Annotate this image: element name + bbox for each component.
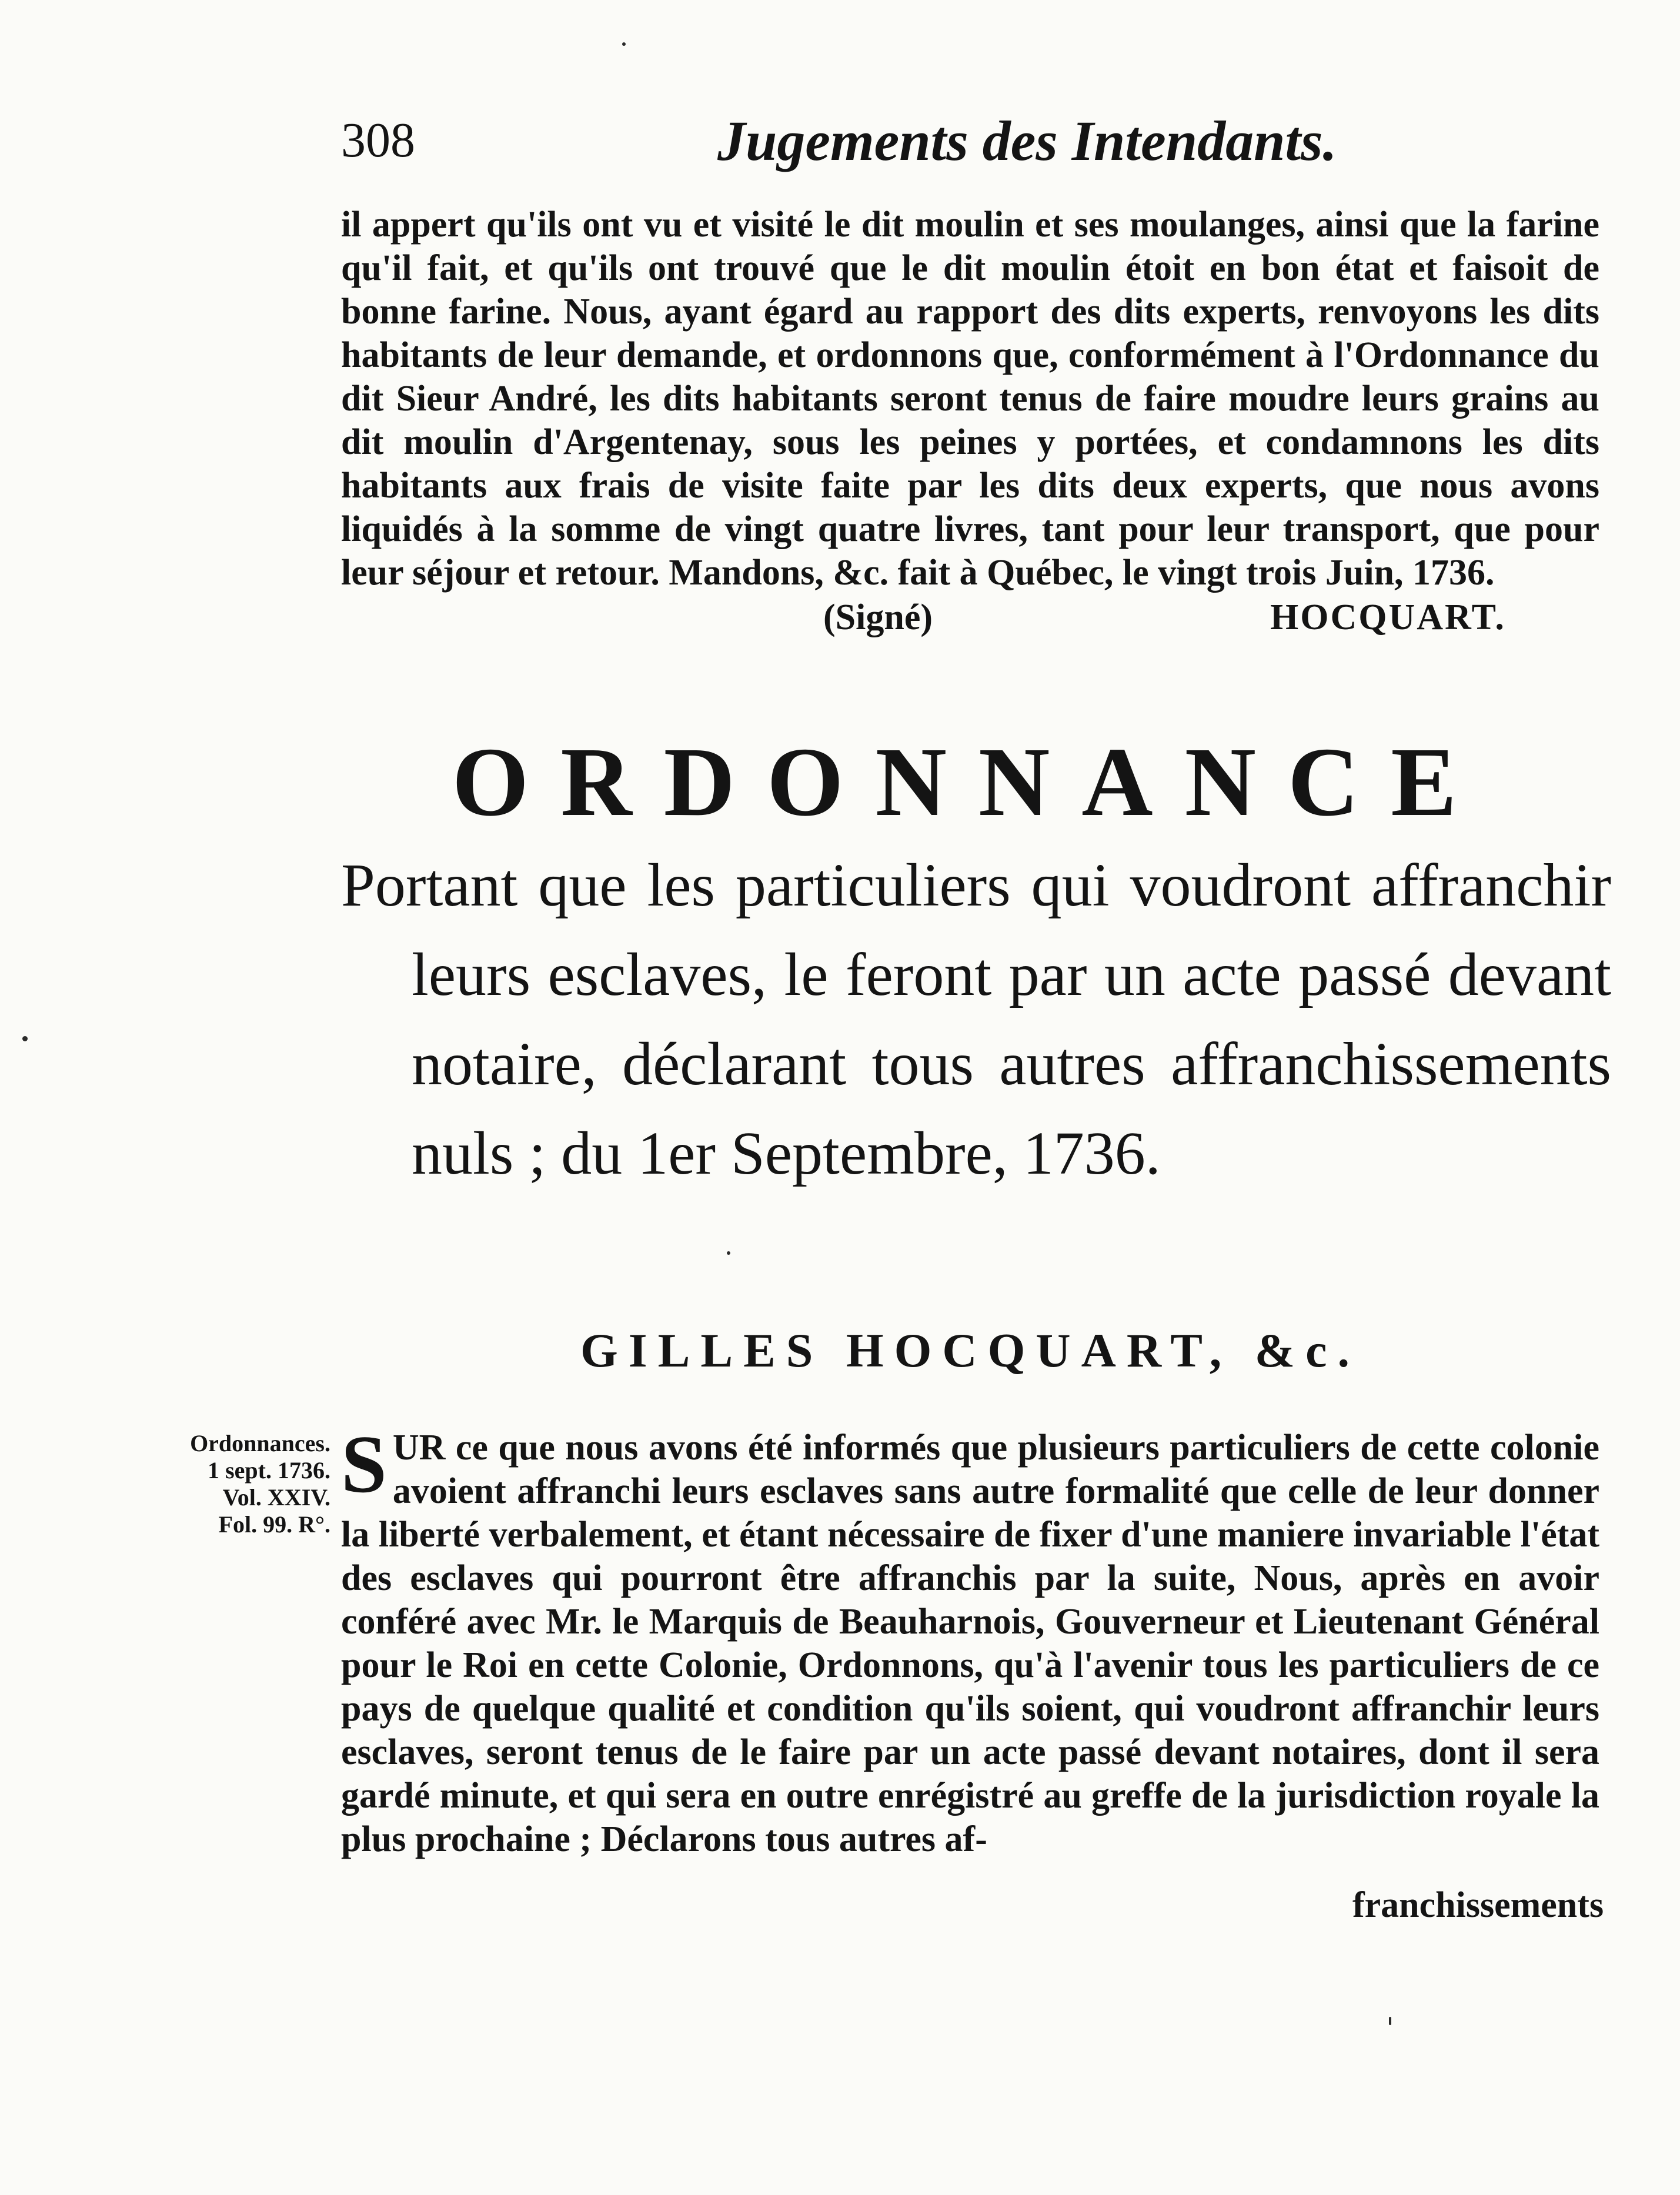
scan-speck — [727, 1251, 730, 1255]
author-heading: GILLES HOCQUART, &c. — [580, 1324, 1361, 1377]
margin-note — [154, 1430, 330, 1538]
previous-judgment-text: il appert qu'ils ont vu et visité le dit moulin et ses moulanges, ainsi que la farine qu'il fait, et qu'ils ont trouvé que le dit moulin étoit en bon état et faisoit de bonne farine. Nous, ayant égard au rapport des dits experts, renvoyons les dits habitants de leur demande, et ordonnons que, conformément à l'Ordonnance du dit Sieur André, les dits habitants seront tenus de faire moudre leurs grains au dit moulin d'Argentenay, sous les peines y portées, et condamnons les dits habitants aux frais de visite faite par les dits deux experts, que nous avons liquidés à la somme de vingt quatre livres, tant pour leur transport, que pour leur séjour et retour. Mandons, &c. fait à Québec, le vingt trois Juin, 1736. — [341, 205, 1599, 593]
ordonnance-title: ORDONNANCE — [452, 727, 1489, 837]
signed-label: (Signé) — [823, 597, 933, 637]
running-head — [341, 109, 1599, 176]
scan-speck — [622, 42, 626, 46]
ordonnance-body — [341, 1419, 1599, 1861]
margin-note-line: Vol. XXIV. — [222, 1484, 330, 1511]
signature-line — [341, 597, 1599, 644]
scan-speck — [1389, 2017, 1391, 2025]
running-title: Jugements des Intendants. — [717, 109, 1337, 172]
ordonnance-body-text: UR ce que nous avons été informés que plusieurs particuliers de cette colonie avoient affranchi leurs esclaves sans autre formalité que celle de leur donner la liberté verbalement, et étant nécessaire de fixer d'une maniere invariable l'état des esclaves qui pourront être affranchis par la suite, Nous, après en avoir conféré avec Mr. le Marquis de Beauharnois, Gouverneur et Lieutenant Général pour le Roi en cette Colonie, Ordonnons, qu'à l'avenir tous les particuliers de ce pays de quelque qualité et condition qu'ils soient, qui voudront affranchir leurs esclaves, seront tenus de le faire par un acte passé devant notaires, dont il sera gardé minute, et qui sera en outre enrégistré au greffe de la jurisdiction royale la plus prochaine ; Déclarons tous autres af- — [341, 1428, 1599, 1859]
margin-note-line: Fol. 99. R°. — [218, 1511, 330, 1538]
margin-note-line: Ordonnances. — [190, 1430, 330, 1456]
ordonnance-subtitle: Portant que les particuliers qui voudront affranchir leurs esclaves, le feront par un acte passé devant notaire, déclarant tous autres affranchissements nuls ; du 1er Septembre, 1736. — [341, 851, 1611, 1187]
signatory-name: HOCQUART. — [1270, 597, 1506, 637]
scan-speck — [22, 1036, 28, 1041]
margin-note-line: 1 sept. 1736. — [208, 1457, 330, 1484]
page-number: 308 — [341, 113, 415, 168]
catchword: franchissements — [1352, 1885, 1604, 1925]
drop-cap: S — [341, 1419, 387, 1510]
